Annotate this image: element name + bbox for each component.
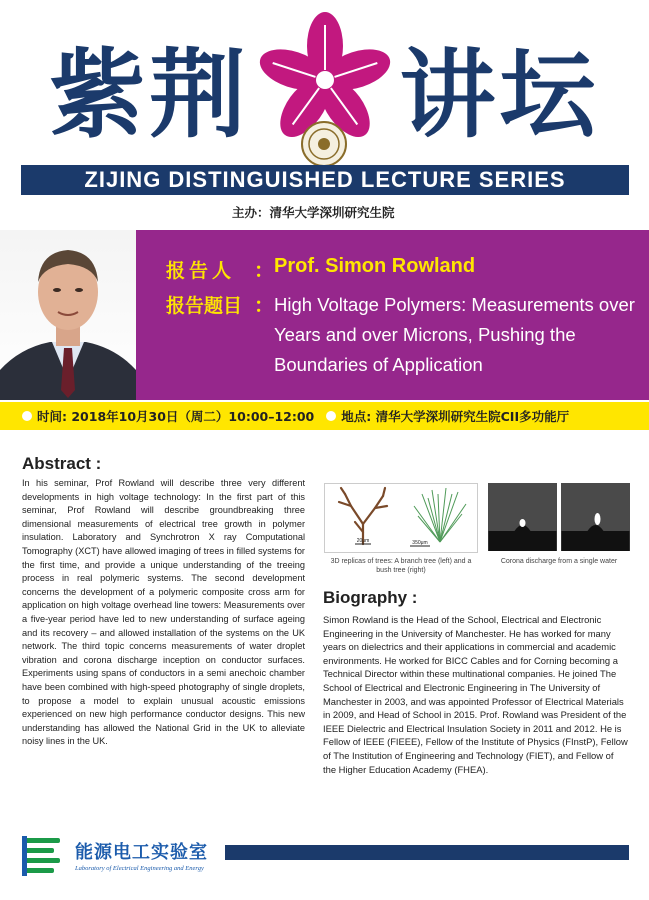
speaker-photo	[0, 230, 136, 400]
topic-label: 报告题目	[166, 295, 243, 317]
event-time: 时间: 2018年10月30日（周二）10:00–12:00	[37, 409, 315, 424]
event-place: 地点: 清华大学深圳研究生院CII多功能厅	[341, 409, 570, 424]
footer-bar	[225, 845, 629, 860]
biography-heading: Biography :	[323, 588, 418, 607]
lab-english-name: Laboratory of Electrical Engineering and Energy	[75, 865, 204, 872]
abstract-text: In his seminar, Prof Rowland will describe three very different developments in high voltage technology: In the first part of this seminar, Prof Rowland will describe groundbreaking three dimensional measurements of electrical tree growth in polymer insulation. Laboratory and Synchrotron X ray Computational Tomography (XCT) have allowed imaging of trees in filled systems for the first time, and provide a unique understanding of the treeing process in real polymeric systems. The second development concerns the development of a polymeric composite cross arm for application on high voltage overhead line towers: Measurements over a five-year period have led to new understanding of surface ageing and its recovery – and allowed installation of the systems on the UK network. The third topic concerns measurements of water droplet vibration and corona discharge inception on conductor surfaces. Experiments using spans of conductors in a semi anechoic chamber have been combined with high-speed photography of single droplets, to propose a model to explain unusual acoustic emissions experienced on new high performance conductor designs. This new understanding has allowed the National Grid in the UK to alleviate noisy lines in the UK.	[22, 478, 305, 747]
speaker-label: 报告人	[166, 260, 236, 282]
title-left: 紫荆	[49, 38, 250, 151]
corona-discharge-figure	[488, 483, 630, 551]
series-banner: ZIJING DISTINGUISHED LECTURE SERIES	[21, 165, 629, 195]
bullet-dot-icon	[326, 411, 336, 421]
university-seal-icon	[300, 120, 348, 168]
lab-name: 能源电工实验室	[75, 842, 208, 863]
speaker-panel	[136, 230, 649, 400]
sponsor-line: 主办：清华大学深圳研究生院	[232, 205, 395, 220]
droplet-image-2	[561, 483, 630, 551]
corona-figure-caption: Corona discharge from a single water	[500, 558, 618, 565]
speaker-colon: ：	[254, 258, 274, 282]
abstract-heading: Abstract :	[22, 454, 102, 473]
topic-colon: ：	[254, 293, 274, 317]
title-right: 讲坛	[399, 38, 600, 151]
header	[0, 0, 649, 220]
lab-logo-icon	[20, 834, 66, 882]
tree-replica-figure	[324, 483, 478, 553]
lecture-topic: High Voltage Polymers: Measurements over Years and over Microns, Pushing the Boundaries of Application	[274, 294, 635, 375]
biography-text: Simon Rowland is the Head of the School, Electrical and Electronic Engineering in the University of Manchester. He has worked for many years on dielectrics and their applications in commercial and academic environments. He worked for BICC Cables and for Corning becoming a Technical Director within these multinational companies. He joined The School of Electrical and Electronic Engineering in The University of Manchester in 2003, and was appointed Professor of Electrical Materials in 2009, and Head of School in 2015. Prof. Rowland was President of the IEEE Dielectric and Electrical Insulation Society in 2011 and 2012. He is Fellow of IEEE (FIEEE), Fellow of the Institute of Physics (FInstP), Fellow of The Institution of Engineering and Technology (FIET), and Fellow of the Higher Education Academy (FHEA).	[323, 614, 628, 775]
bullet-dot-icon	[22, 411, 32, 421]
tree-figure-caption: 3D replicas of trees: A branch tree (left) and a bush tree (right)	[330, 558, 472, 574]
branch-tree-image	[325, 484, 401, 552]
bush-tree-image	[402, 484, 478, 552]
speaker-name: Prof. Simon Rowland	[274, 255, 476, 277]
droplet-image-1	[488, 483, 557, 551]
event-info-bar	[0, 402, 649, 430]
scale-label-a: 20μm	[356, 538, 370, 544]
scale-label-b: 350μm	[412, 540, 428, 546]
